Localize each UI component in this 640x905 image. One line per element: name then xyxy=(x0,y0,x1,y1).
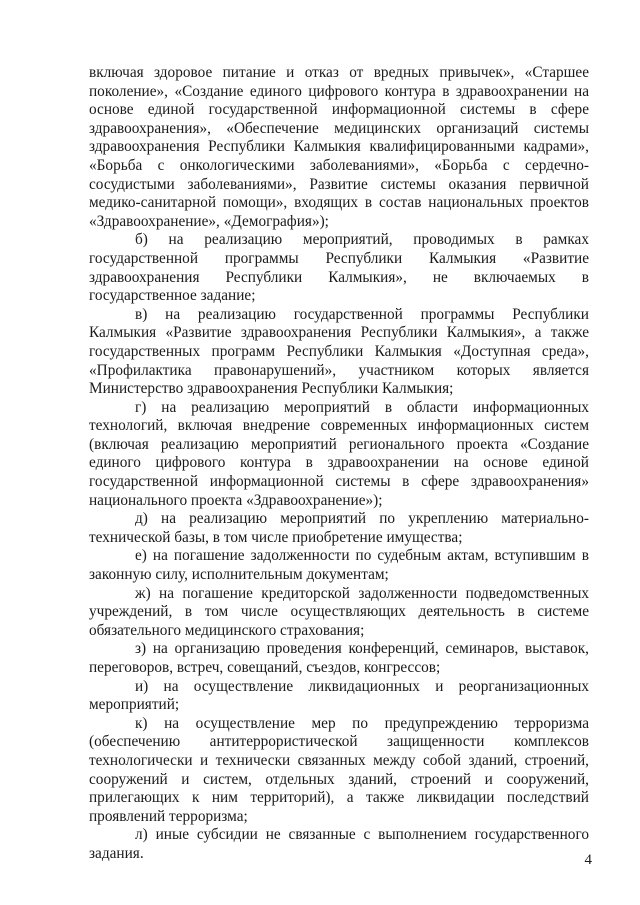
paragraph-item-l: л) иные субсидии не связанные с выполнением государственного задания. xyxy=(89,826,589,862)
paragraph-item-i: и) на осуществление ликвидационных и реорганизационных мероприятий; xyxy=(89,677,589,714)
document-body xyxy=(89,64,589,864)
paragraph-item-v: в) на реализацию государственной программы Республики Калмыкия «Развитие здравоохранения Республики Калмыкия», а также государственных программ Республики Калмыкия «Доступная среда», «Профилактика правонарушений», участником которых является Министерство здравоохранения Республики Калмыкия; xyxy=(89,305,589,398)
paragraph-item-b: б) на реализацию мероприятий, проводимых в рамках государственной программы Республики Калмыкия «Развитие здравоохранения Республики Калмыкия», не включаемых в государственное задание; xyxy=(89,231,589,305)
page-number: 4 xyxy=(584,852,592,868)
paragraph-item-z: з) на организацию проведения конференций, семинаров, выставок, переговоров, встреч, совещаний, съездов, конгрессов; xyxy=(89,640,589,676)
paragraph-item-e: е) на погашение задолженности по судебным актам, вступившим в законную силу, исполнительным документам; xyxy=(89,547,589,584)
paragraph-item-k: к) на осуществление мер по предупреждению терроризма (обеспечению антитеррористической защищенности комплексов технологически и технически связанных между собой зданий, строений, сооружений и систем, отдельных зданий, строений и сооружений, прилегающих к ним территорий), а также ликвидации последствий проявлений терроризма; xyxy=(89,714,589,825)
paragraph-item-zh: ж) на погашение кредиторской задолженности подведомственных учреждений, в том числе осуществляющих деятельность в системе обязательного медицинского страхования; xyxy=(89,584,589,639)
paragraph-item-d: д) на реализацию мероприятий по укреплению материально-технической базы, в том числе приобретение имущества; xyxy=(89,510,589,546)
paragraph-item-g: г) на реализацию мероприятий в области информационных технологий, включая внедрение современных информационных систем (включая реализацию мероприятий регионального проекта «Создание единого цифрового контура в здравоохранении на основе единой государственной информационной системы в сфере здравоохранения» национального проекта «Здравоохранение»); xyxy=(89,398,589,509)
paragraph-continuation: включая здоровое питание и отказ от вредных привычек», «Старшее поколение», «Создание единого цифрового контура в здравоохранении на основе единой государственной информационной системы в сфере здравоохранения», «Обеспечение медицинских организаций системы здравоохранения Республики Калмыкия квалифицированными кадрами», «Борьба с онкологическими заболеваниями», «Борьба с сердечно-сосудистыми заболеваниями», Развитие системы оказания первичной медико-санитарной помощи», входящих в состав национальных проектов «Здравоохранение», «Демография»); xyxy=(89,64,589,230)
